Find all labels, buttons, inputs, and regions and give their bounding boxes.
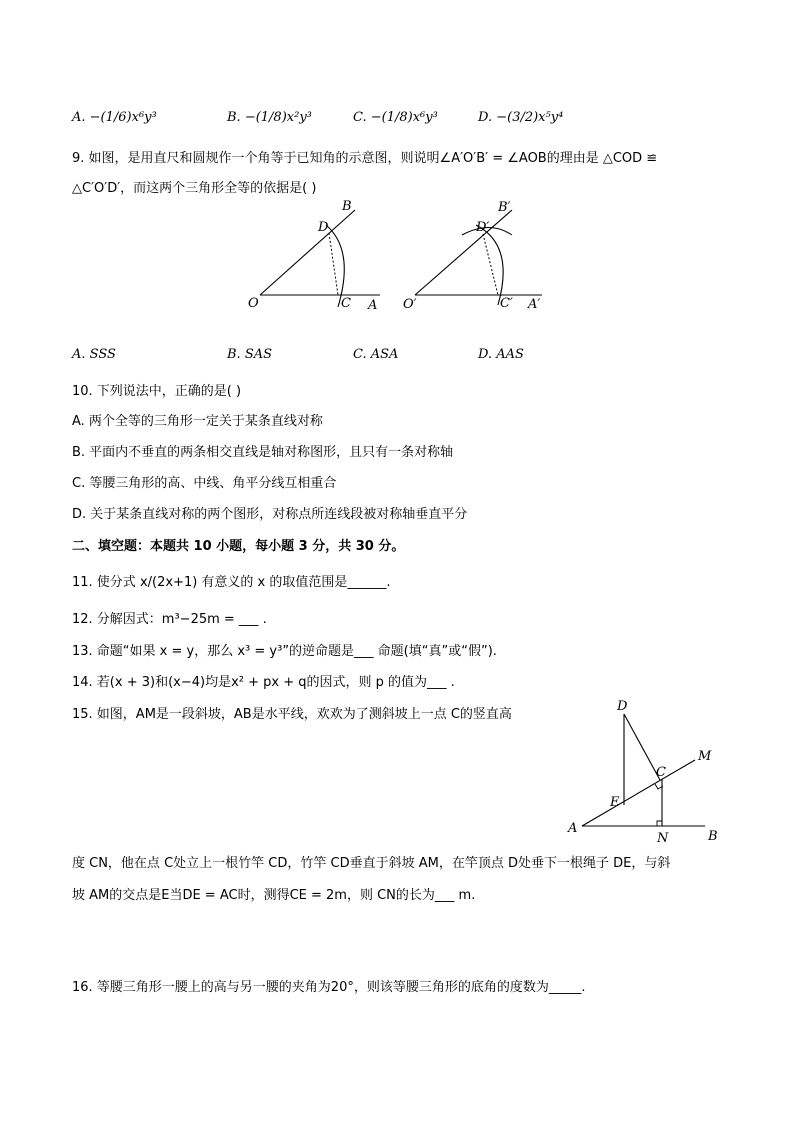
- label-d2: D′: [476, 220, 490, 235]
- q15-line2: 度 CN，他在点 C处立上一根竹竿 CD，竹竿 CD垂直于斜坡 AM，在竿顶点 D处垂下一根绳子 DE，与斜: [72, 856, 671, 871]
- ray-ob: [260, 210, 355, 295]
- q8-option-a: A. −(1/6)x⁶y³: [72, 110, 157, 125]
- q9-option-a: A. SSS: [72, 347, 116, 362]
- ray-o2b2: [415, 210, 512, 295]
- q9-stem-line2: △C′O′D′，而这两个三角形全等的依据是( ): [72, 181, 317, 196]
- label-e: E: [610, 795, 620, 810]
- q10-option-b: B. 平面内不垂直的两条相交直线是轴对称图形，且只有一条对称轴: [72, 445, 454, 460]
- q9-option-b: B. SAS: [227, 347, 273, 362]
- q12: 12. 分解因式：m³−25m = ___ .: [72, 612, 267, 627]
- q15-line1: 15. 如图，AM是一段斜坡，AB是水平线，欢欢为了测斜坡上一点 C的竖直高: [72, 707, 512, 722]
- label-o: O: [248, 296, 259, 311]
- arc-c2d2: [476, 225, 503, 305]
- q8-option-c: C. −(1/8)x⁶y³: [353, 110, 438, 125]
- label-a: A: [368, 298, 378, 313]
- q10-option-c: C. 等腰三角形的高、中线、角平分线互相重合: [72, 476, 337, 491]
- right-angle-mark-n: [657, 821, 662, 826]
- label-a: A: [568, 821, 578, 836]
- segment-cd: [329, 233, 338, 295]
- q9-figure-right: [403, 200, 542, 312]
- label-d: D: [617, 699, 628, 714]
- q14: 14. 若(x + 3)和(x−4)均是x² + px + q的因式，则 p 的值为___ .: [72, 675, 455, 690]
- q9-option-d: D. AAS: [478, 347, 524, 362]
- label-n: N: [657, 831, 669, 846]
- label-o2: O′: [403, 297, 417, 312]
- q16: 16. 等腰三角形一腰上的高与另一腰的夹角为20°，则该等腰三角形的底角的度数为_____.: [72, 980, 586, 995]
- label-m: M: [698, 749, 712, 764]
- label-c: C: [341, 296, 351, 311]
- q9-figure-left: [248, 199, 380, 313]
- label-b: B: [708, 829, 718, 844]
- q8-option-b: B. −(1/8)x²y³: [227, 110, 312, 125]
- q15-line3: 坡 AM的交点是E当DE = AC时，测得CE = 2m，则 CN的长为___ m.: [72, 888, 476, 903]
- label-b: B: [342, 199, 352, 214]
- q10-option-d: D. 关于某条直线对称的两个图形，对称点所连线段被对称轴垂直平分: [72, 507, 468, 522]
- label-a2: A′: [528, 297, 541, 312]
- q11: 11. 使分式 x/(2x+1) 有意义的 x 的取值范围是______.: [72, 575, 391, 590]
- q8-option-d: D. −(3/2)x⁵y⁴: [478, 110, 564, 125]
- label-c2: C′: [500, 296, 513, 311]
- label-b2: B′: [498, 200, 511, 215]
- q10-option-a: A. 两个全等的三角形一定关于某条直线对称: [72, 414, 323, 429]
- label-d: D: [318, 220, 329, 235]
- q10-stem: 10. 下列说法中，正确的是( ): [72, 384, 242, 399]
- section-heading-fill-blank: 二、填空题：本题共 10 小题，每小题 3 分，共 30 分。: [72, 539, 405, 554]
- q9-stem-line1: 9. 如图，是用直尺和圆规作一个角等于已知角的示意图，则说明∠A′O′B′ = ∠AOB的理由是 △COD ≌: [72, 151, 658, 166]
- line-am: [582, 760, 695, 826]
- q13: 13. 命题“如果 x = y，那么 x³ = y³”的逆命题是___ 命题(填“真”或“假”).: [72, 644, 497, 659]
- q9-option-c: C. ASA: [353, 347, 399, 362]
- line-cd: [624, 714, 660, 780]
- q15-figure: [560, 692, 730, 847]
- q9-figure: [230, 195, 560, 320]
- label-c: C: [656, 765, 666, 780]
